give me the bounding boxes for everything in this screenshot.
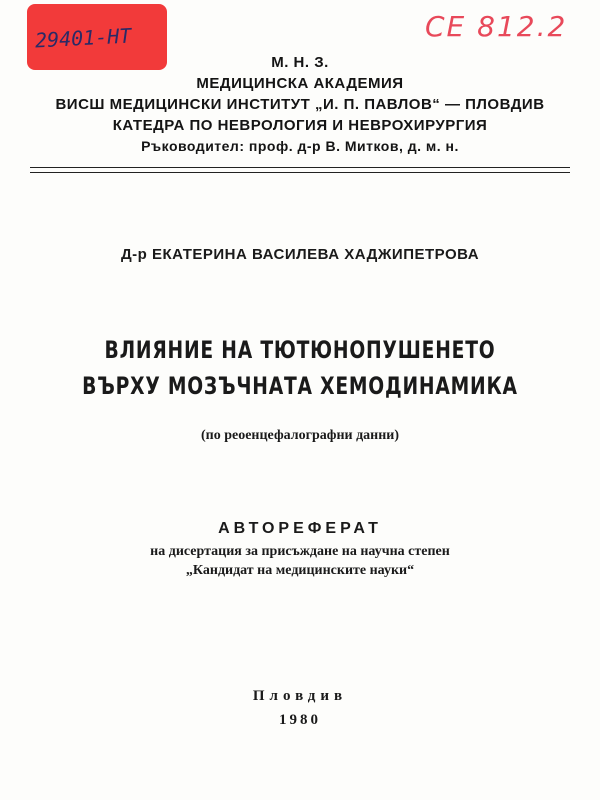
supervisor-line: Ръководител: проф. д-р В. Митков, д. м. н. — [141, 138, 459, 154]
header-rule-top — [30, 167, 570, 168]
author-name: Д-р ЕКАТЕРИНА ВАСИЛЕВА ХАДЖИПЕТРОВА — [120, 246, 480, 263]
department-line: КАТЕДРА ПО НЕВРОЛОГИЯ И НЕВРОХИРУРГИЯ — [112, 117, 488, 134]
imprint-year: 1980 — [279, 712, 321, 728]
institution-header — [0, 52, 600, 157]
description-line-2: „Кандидат на медицинските науки“ — [185, 563, 415, 578]
academy-line: МЕДИЦИНСКА АКАДЕМИЯ — [196, 75, 404, 92]
description-line-1: на дисертация за присъждане на научна степен — [150, 544, 450, 559]
title-line-2: ВЪРХУ МОЗЪЧНАТА ХЕМОДИНАМИКА — [82, 372, 518, 400]
title-line-1: ВЛИЯНИЕ НА ТЮТЮНОПУШЕНЕТО — [104, 336, 496, 364]
header-rule-bottom — [30, 172, 570, 173]
ministry-line: М. Н. З. — [271, 54, 329, 71]
sticker-code: 29401-НТ — [34, 23, 132, 53]
imprint-city: Пловдив — [252, 688, 348, 704]
document-type-description — [0, 542, 600, 580]
document-type-label: АВТОРЕФЕРАТ — [218, 520, 382, 537]
institute-line: ВИСШ МЕДИЦИНСКИ ИНСТИТУТ „И. П. ПАВЛОВ“ — ПЛОВДИВ — [55, 96, 545, 113]
dissertation-title — [66, 332, 534, 404]
dissertation-subtitle: (по реоенцефалографни данни) — [200, 428, 400, 443]
shelfmark-handwritten: CE 812.2 — [425, 10, 568, 43]
